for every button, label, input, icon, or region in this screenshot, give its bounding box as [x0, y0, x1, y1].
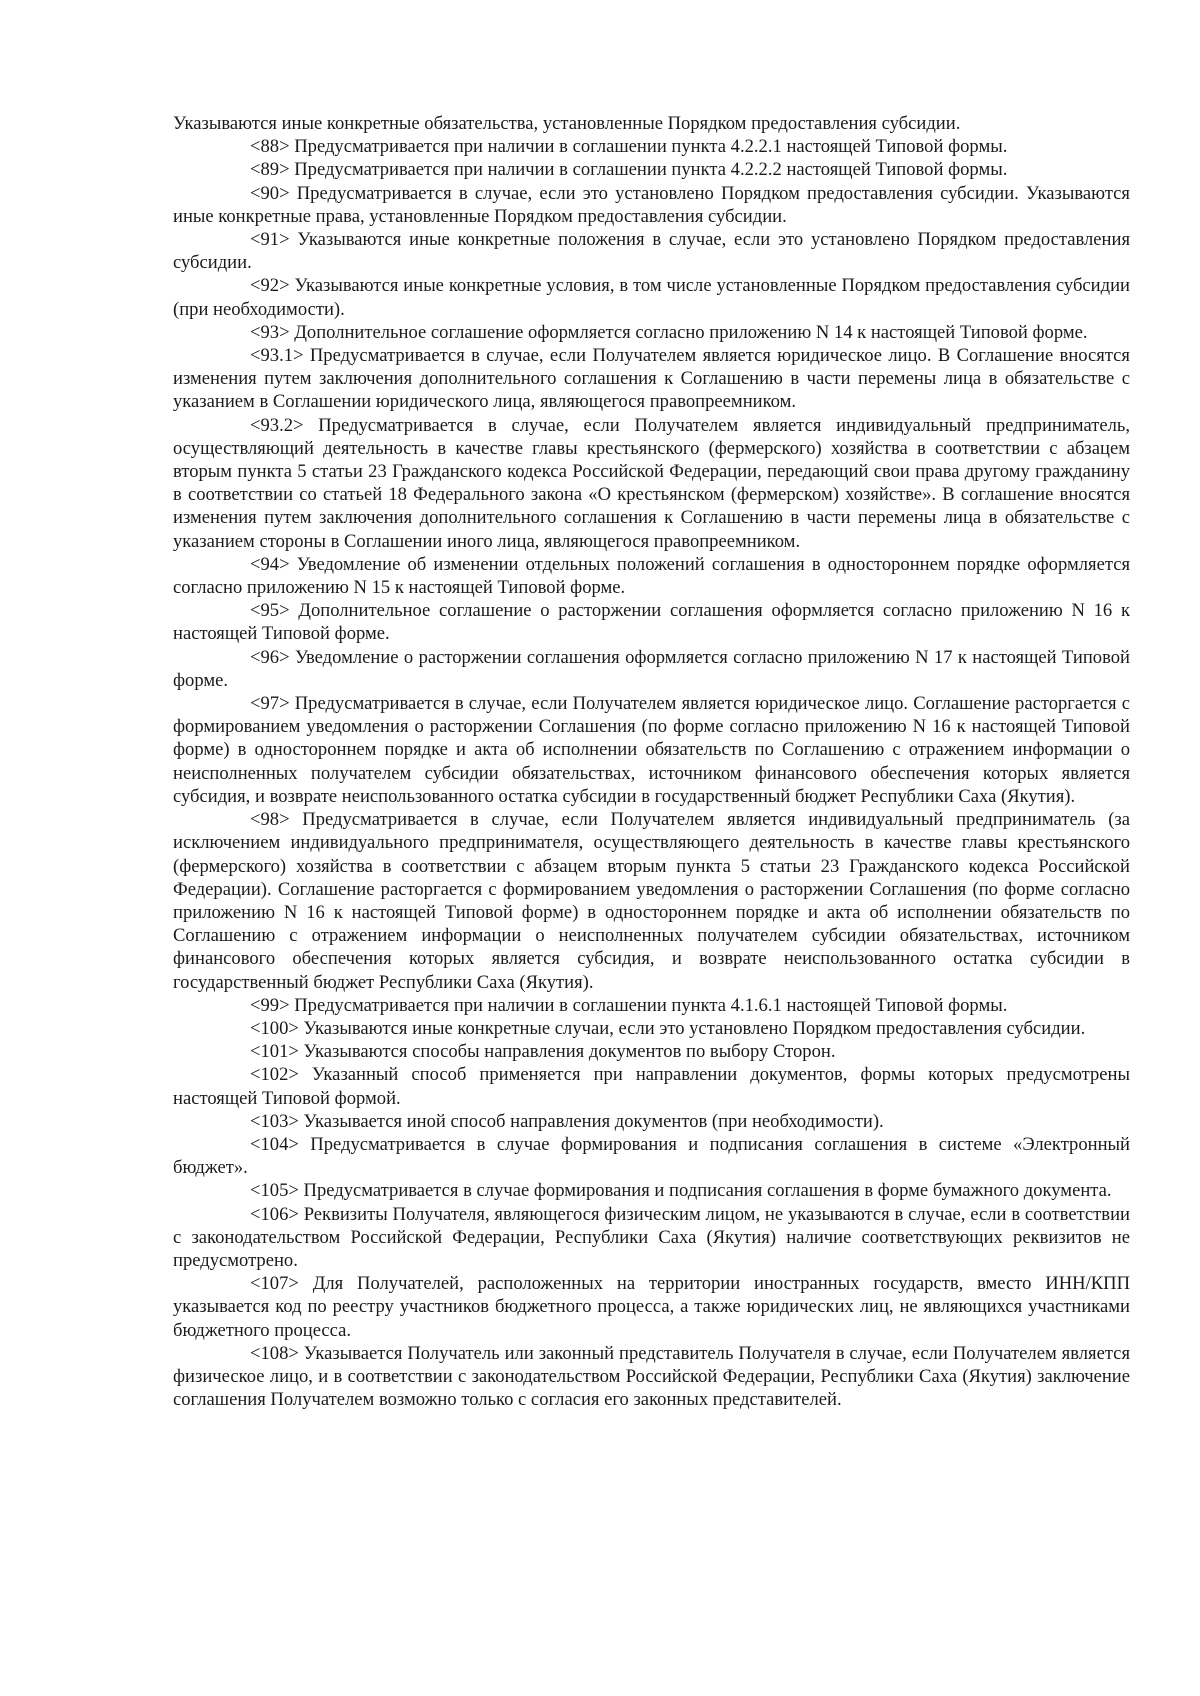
footnote-99: <99> Предусматривается при наличии в соглашении пункта 4.1.6.1 настоящей Типовой формы.	[250, 994, 1008, 1016]
footnote-108: <108> Указывается Получатель или законный представитель Получателя в случае, если Получателем является физическое лицо, и в соответствии с законодательством Российской Федерации, Республики Саха (Якутия) заключение соглашения Получателем возможно только с согласия его законных представителей.	[173, 1342, 1130, 1411]
footnote-102: <102> Указанный способ применяется при направлении документов, формы которых предусмотрены настоящей Типовой формой.	[173, 1064, 1130, 1109]
footnote-88: <88> Предусматривается при наличии в соглашении пункта 4.2.2.1 настоящей Типовой формы.	[250, 136, 1008, 158]
footnote-92: <92> Указываются иные конкретные условия, в том числе установленные Порядком предоставления субсидии (при необходимости).	[173, 275, 1130, 320]
footnote-106: <106> Реквизиты Получателя, являющегося физическим лицом, не указываются в случае, если в соответствии с законодательством Российской Федерации, Республики Саха (Якутия) наличие соответствующих реквизитов не предусмотрено.	[173, 1203, 1130, 1271]
footnote-91: <91> Указываются иные конкретные положения в случае, если это установлено Порядком предоставления субсидии.	[173, 229, 1130, 274]
footnote-93: <93> Дополнительное соглашение оформляется согласно приложению N 14 к настоящей Типовой форме.	[250, 321, 1088, 343]
footnote-90: <90> Предусматривается в случае, если это установлено Порядком предоставления субсидии. Указываются иные конкретные права, установленные Порядком предоставления субсидии.	[173, 182, 1130, 227]
footnote-100: <100> Указываются иные конкретные случаи, если это установлено Порядком предоставления субсидии.	[250, 1017, 1086, 1039]
footnote-101: <101> Указываются способы направления документов по выбору Сторон.	[250, 1041, 836, 1063]
document-page	[173, 112, 1130, 1411]
footnote-107: <107> Для Получателей, расположенных на территории иностранных государств, вместо ИНН/КПП указывается код по реестру участников бюджетного процесса, а также юридических лиц, не являющихся участниками бюджетного процесса.	[173, 1273, 1130, 1341]
paragraph-continuation: Указываются иные конкретные обязательства, установленные Порядком предоставления субсидии.	[173, 113, 961, 134]
footnote-104: <104> Предусматривается в случае формирования и подписания соглашения в системе «Электронный бюджет».	[173, 1133, 1130, 1179]
footnote-94: <94> Уведомление об изменении отдельных положений соглашения в одностороннем порядке оформляется согласно приложению N 15 к настоящей Типовой форме.	[173, 553, 1130, 599]
footnote-105: <105> Предусматривается в случае формирования и подписания соглашения в форме бумажного документа.	[250, 1180, 1112, 1202]
footnote-103: <103> Указывается иной способ направления документов (при необходимости).	[250, 1110, 884, 1132]
footnote-93-2: <93.2> Предусматривается в случае, если Получателем является индивидуальный предприниматель, осуществляющий деятельность в качестве главы крестьянского (фермерского) хозяйства в соответствии с абзацем вторым пункта 5 статьи 23 Гражданского кодекса Российской Федерации, передающий свои права другому гражданину в соответствии со статьей 18 Федерального закона «О крестьянском (фермерском) хозяйстве». В соглашение вносятся изменения путем заключения дополнительного соглашения к Соглашению в части перемены лица в обязательстве с указанием стороны в Соглашении иного лица, являющегося правопреемником.	[173, 414, 1130, 552]
footnote-98: <98> Предусматривается в случае, если Получателем является индивидуальный предприниматель (за исключением индивидуального предпринимателя, осуществляющего деятельность в качестве главы крестьянского (фермерского) хозяйства в соответствии с абзацем вторым пункта 5 статьи 23 Гражданского кодекса Российской Федерации). Соглашение расторгается с формированием уведомления о расторжении Соглашения (по форме согласно приложению N 16 к настоящей Типовой форме) в одностороннем порядке и акта об исполнении обязательств по Соглашению с отражением информации о неисполненных получателем субсидии обязательствах, источником финансового обеспечения которых является субсидия, и возврате неиспользованного остатка субсидии в государственный бюджет Республики Саха (Якутия).	[173, 809, 1130, 993]
footnote-96: <96> Уведомление о расторжении соглашения оформляется согласно приложению N 17 к настоящей Типовой форме.	[173, 646, 1130, 691]
footnote-95: <95> Дополнительное соглашение о расторжении соглашения оформляется согласно приложению N 16 к настоящей Типовой форме.	[173, 600, 1130, 645]
footnote-97: <97> Предусматривается в случае, если Получателем является юридическое лицо. Соглашение расторгается с формированием уведомления о расторжении Соглашения (по форме согласно приложению N 16 к настоящей Типовой форме) в одностороннем порядке и акта об исполнении обязательств по Соглашению с отражением информации о неисполненных получателем субсидии обязательствах, источником финансового обеспечения которых является субсидия, и возврате неиспользованного остатка субсидии в государственный бюджет Республики Саха (Якутия).	[173, 693, 1130, 807]
footnote-93-1: <93.1> Предусматривается в случае, если Получателем является юридическое лицо. В Соглашение вносятся изменения путем заключения дополнительного соглашения к Соглашению в части перемены лица в обязательстве с указанием в Соглашении юридического лица, являющегося правопреемником.	[173, 345, 1130, 413]
footnote-89: <89> Предусматривается при наличии в соглашении пункта 4.2.2.2 настоящей Типовой формы.	[250, 159, 1008, 181]
